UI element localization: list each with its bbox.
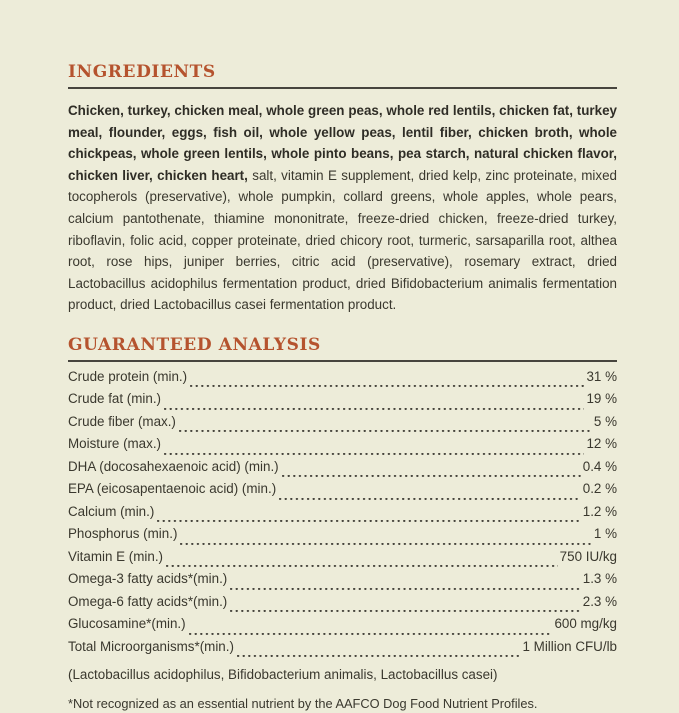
dot-leader (166, 559, 558, 571)
nutrient-label: Vitamin E (min.) (68, 548, 163, 564)
dot-leader (237, 649, 521, 661)
nutrient-label: Moisture (max.) (68, 436, 162, 452)
dot-leader (164, 447, 584, 459)
microorganisms-note: (Lactobacillus acidophilus, Bifidobacterium animalis, Lactobacillus casei) (68, 667, 498, 683)
nutrient-value: 2.3 % (582, 593, 617, 609)
table-row (68, 549, 617, 572)
nutrient-label: Omega-6 fatty acids*(min.) (68, 593, 228, 609)
table-row (68, 526, 617, 549)
dot-leader (190, 379, 584, 391)
table-row (68, 571, 617, 594)
nutrient-label: Total Microorganisms*(min.) (68, 638, 234, 654)
table-row (68, 414, 617, 437)
nutrient-value: 1 % (593, 526, 617, 542)
nutrient-label: Crude fat (min.) (68, 391, 162, 407)
dot-leader (157, 514, 580, 526)
dot-leader (230, 582, 581, 594)
ingredients-main-text: Chicken, turkey, chicken meal, whole green peas, whole red lentils, chicken fat, turkey meal, flounder, eggs, fish oil, whole yellow peas, lentil fiber, chicken broth, whole chickpeas, whole green lentils, whole pinto beans, pea starch, natural chicken flavor, chicken liver, chicken heart, (68, 103, 617, 183)
nutrient-value: 19 % (586, 391, 617, 407)
nutrient-label: EPA (eicosapentaenoic acid) (min.) (68, 481, 277, 497)
dot-leader (180, 537, 592, 549)
dot-leader (179, 424, 592, 436)
dot-leader (189, 627, 553, 639)
nutrient-label: Omega-3 fatty acids*(min.) (68, 571, 228, 587)
ingredients-section (68, 62, 617, 316)
table-row (68, 504, 617, 527)
nutrient-value: 0.2 % (582, 481, 617, 497)
nutrient-label: Crude fiber (max.) (68, 413, 176, 429)
table-row (68, 639, 617, 662)
nutrient-value: 12 % (586, 436, 617, 452)
table-row (68, 616, 617, 639)
aafco-footnote: *Not recognized as an essential nutrient by the AAFCO Dog Food Nutrient Profiles. (68, 696, 538, 712)
table-row (68, 594, 617, 617)
guaranteed-analysis-section (68, 335, 617, 713)
nutrient-label: Crude protein (min.) (68, 368, 188, 384)
guaranteed-analysis-table (68, 369, 617, 662)
ingredients-secondary-text: salt, vitamin E supplement, dried kelp, zinc proteinate, mixed tocopherols (preservative), whole pumpkin, collard greens, whole apples, whole pears, calcium pantothenate, thiamine mononitrate, freeze-dried chicken, freeze-dried turkey, riboflavin, folic acid, copper proteinate, dried chicory root, turmeric, sarsaparilla root, althea root, rose hips, juniper berries, citric acid (preservative), rosemary extract, dried Lactobacillus acidophilus fermentation product, dried Bifidobacterium animalis fermentation product, dried Lactobacillus casei fermentation product. (68, 167, 617, 313)
table-row (68, 391, 617, 414)
nutrient-label: Phosphorus (min.) (68, 526, 178, 542)
nutrient-value: 600 mg/kg (554, 616, 617, 632)
ingredients-text (68, 100, 617, 316)
nutrient-label: Calcium (min.) (68, 503, 155, 519)
nutrient-value: 1 Million CFU/lb (522, 638, 617, 654)
table-row (68, 481, 617, 504)
table-row (68, 459, 617, 482)
nutrient-value: 31 % (586, 368, 617, 384)
dot-leader (279, 492, 581, 504)
guaranteed-analysis-heading: GUARANTEED ANALYSIS (68, 335, 617, 362)
table-row (68, 436, 617, 459)
ingredients-heading: INGREDIENTS (68, 62, 617, 89)
nutrient-label: DHA (docosahexaenoic acid) (min.) (68, 458, 279, 474)
dot-leader (230, 604, 581, 616)
nutrient-label: Glucosamine*(min.) (68, 616, 186, 632)
nutrient-value: 1.2 % (582, 503, 617, 519)
nutrient-value: 1.3 % (582, 571, 617, 587)
nutrient-value: 0.4 % (582, 458, 617, 474)
nutrient-value: 5 % (593, 413, 617, 429)
dot-leader (164, 402, 584, 414)
nutrient-value: 750 IU/kg (559, 548, 617, 564)
table-row (68, 369, 617, 392)
dot-leader (282, 469, 581, 481)
